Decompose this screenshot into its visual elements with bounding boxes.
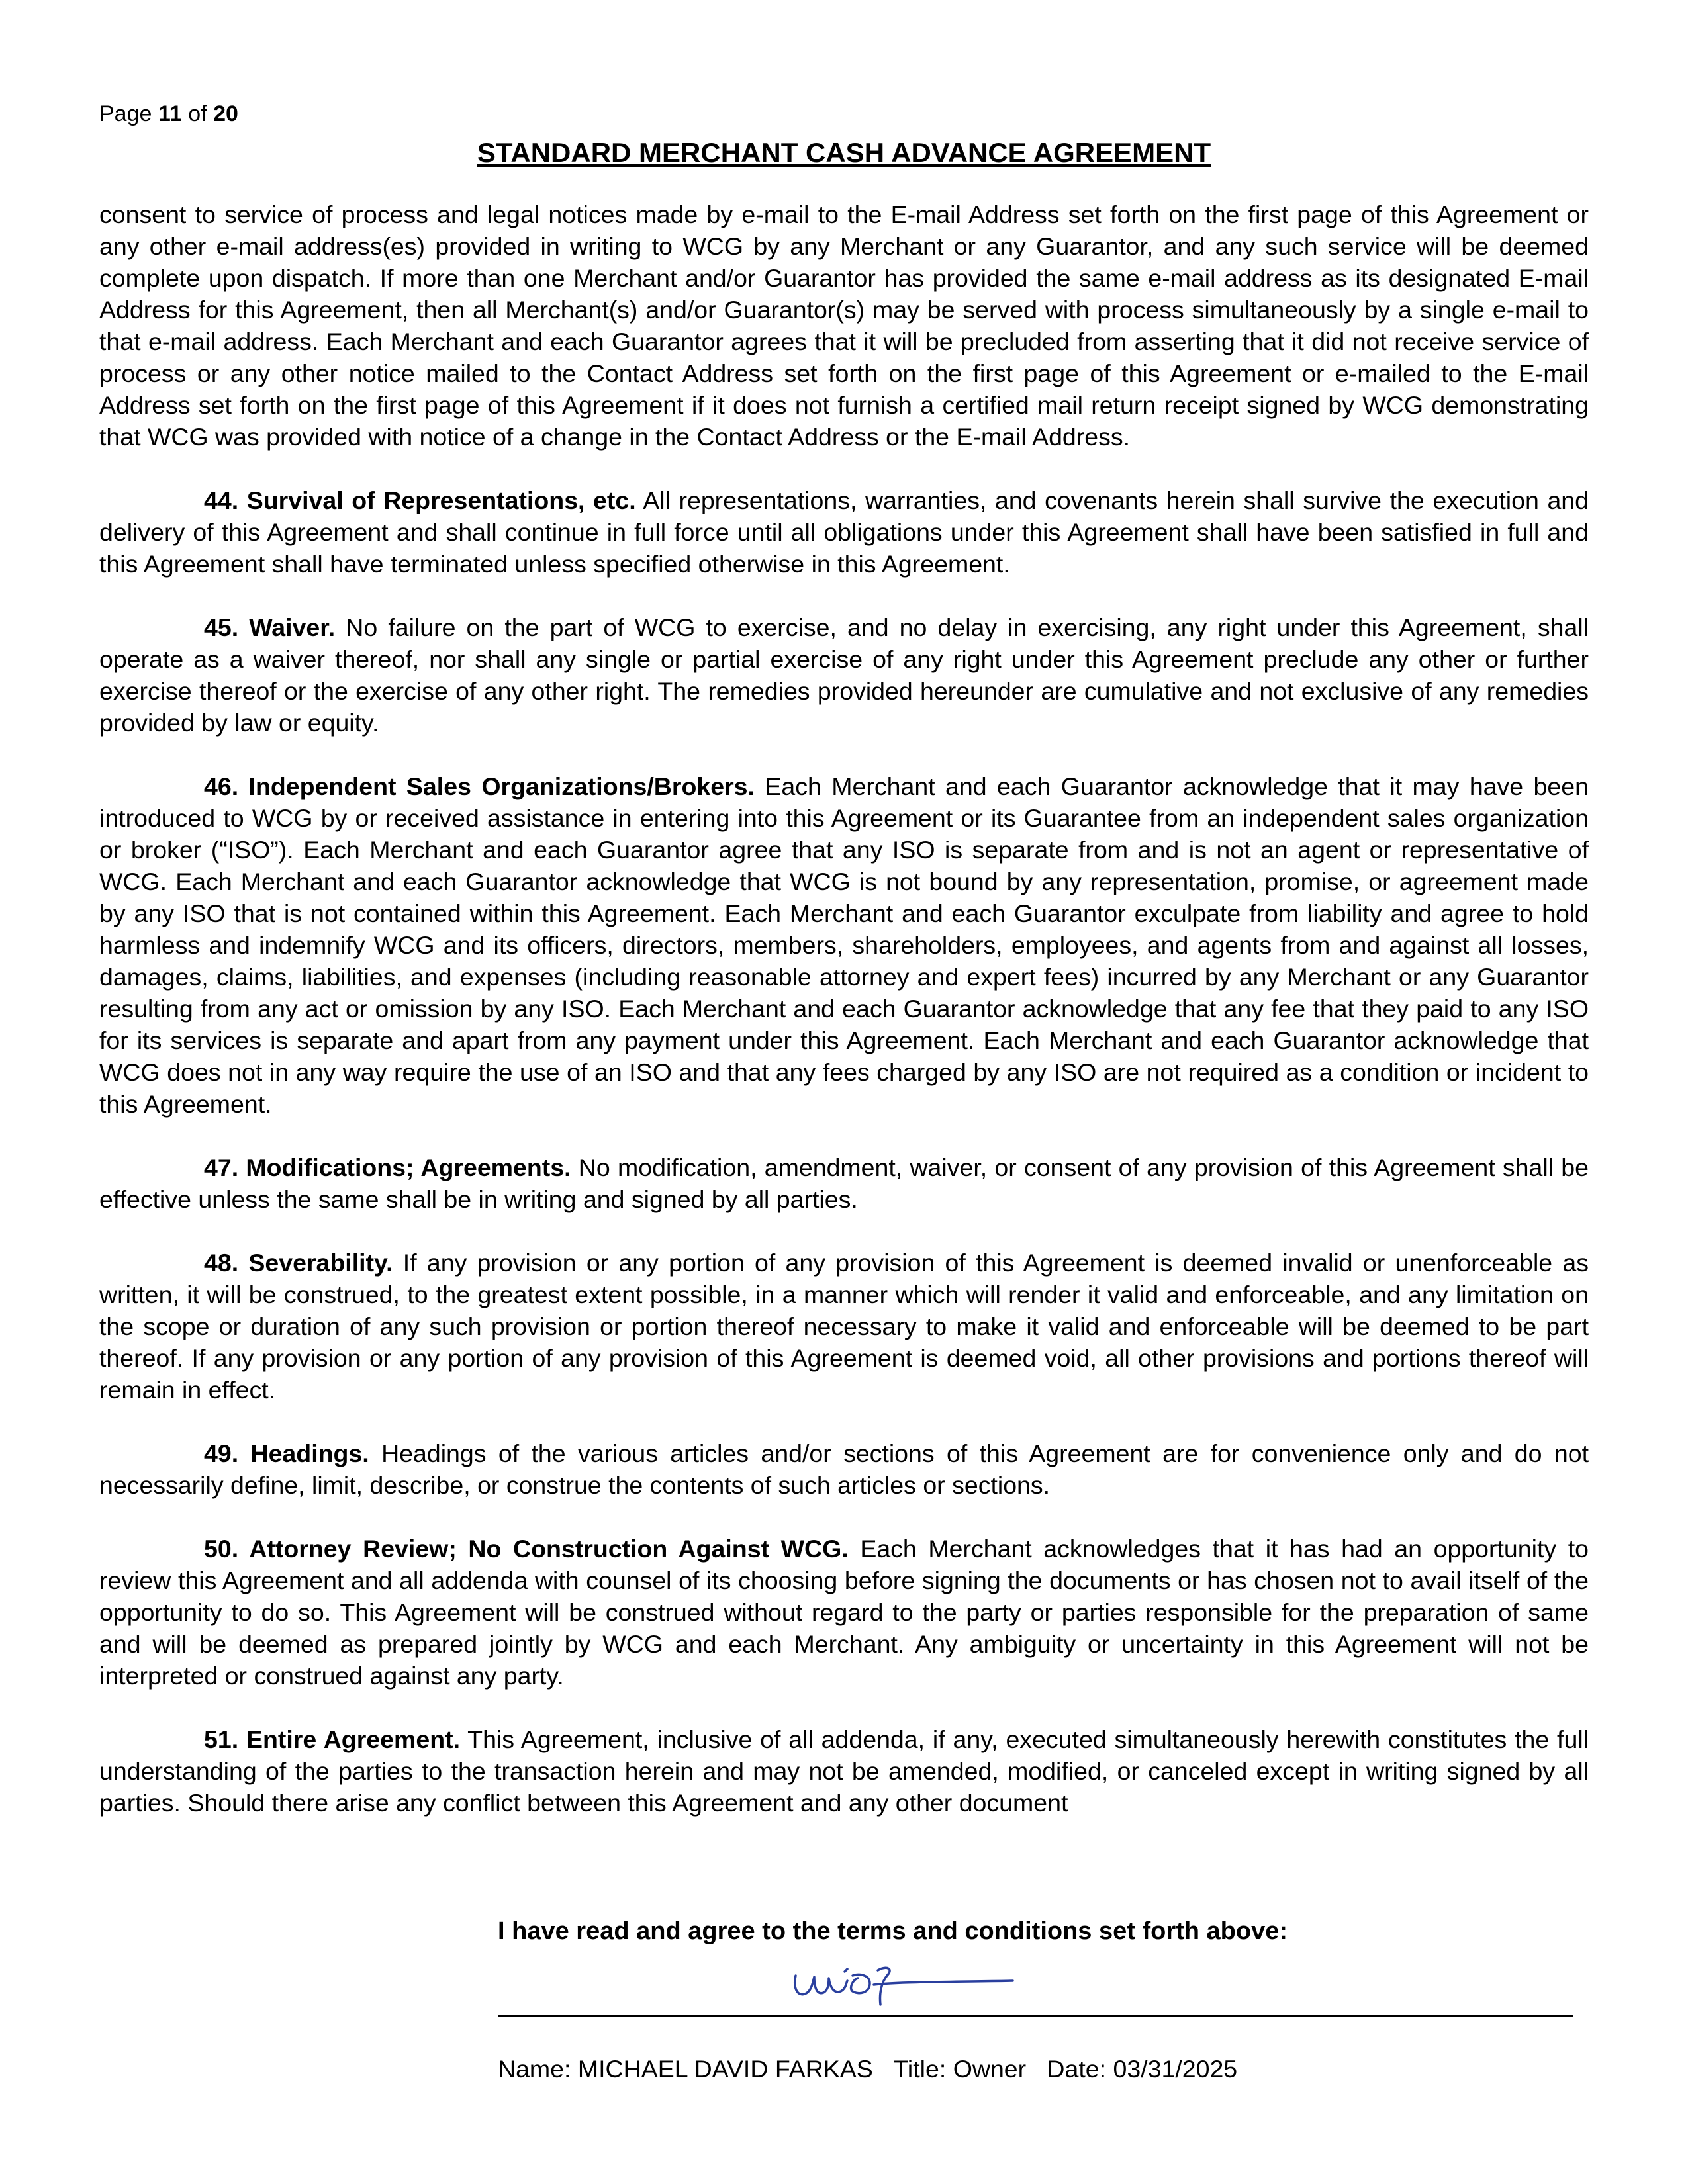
section-47 [99,1152,1589,1215]
continuation-paragraph: consent to service of process and legal notices made by e-mail to the E-mail Address set forth on the first page of this Agreement or any other e-mail address(es) provided in writing to WCG by any Merchant or any Guarantor, and any such service will be deemed complete upon dispatch. If more than one Merchant and/or Guarantor has provided the same e-mail address as its designated E-mail Address for this Agreement, then all Merchant(s) and/or Guarantor(s) may be served with process simultaneously by a single e-mail to that e-mail address. Each Merchant and each Guarantor agrees that it will be precluded from asserting that it did not receive service of process or any other notice mailed to the Contact Address set forth on the first page of this Agreement or e-mailed to the E-mail Address set forth on the first page of this Agreement if it does not furnish a certified mail return receipt signed by WCG demonstrating that WCG was provided with notice of a change in the Contact Address or the E-mail Address. [99,201,1589,451]
section-45-heading: 45. Waiver. [204,614,336,641]
page-current: 11 [158,101,182,126]
date-label: Date: [1047,2055,1113,2083]
signature-line [498,2015,1573,2017]
handwritten-signature [788,1956,1026,2009]
section-47-heading: 47. Modifications; Agreements. [204,1154,571,1181]
agree-statement: I have read and agree to the terms and conditions set forth above: [498,1917,1288,1945]
section-48 [99,1247,1589,1406]
section-44-text: All representations, warranties, and covenants herein shall survive the execution and delivery of this Agreement and shall continue in full force until all obligations under this Agreement shall have been satisfied in full and this Agreement shall have terminated unless specified otherwise in this Agreement. [99,486,1589,578]
section-50 [99,1533,1589,1692]
section-49-text: Headings of the various articles and/or sections of this Agreement are for convenience only and do not necessarily define, limit, describe, or construe the contents of such articles or sections. [99,1439,1589,1499]
section-45-text: No failure on the part of WCG to exercise, and no delay in exercising, any right under this Agreement, shall operate as a waiver thereof, nor shall any single or partial exercise of any right under this Agreement preclude any other or further exercise thereof or the exercise of any other right. The remedies provided hereunder are cumulative and not exclusive of any remedies provided by law or equity. [99,614,1589,737]
signature-stroke [795,1968,1013,2005]
section-51-text: This Agreement, inclusive of all addenda, if any, executed simultaneously herewith constitutes the full understanding of the parties to the transaction herein and may not be amended, modified, or canceled except in writing signed by all parties. Should there arise any conflict between this Agreement and any other document [99,1725,1589,1817]
signer-name: MICHAEL DAVID FARKAS [577,2055,873,2083]
page-of: of [181,101,214,126]
section-47-text: No modification, amendment, waiver, or consent of any provision of this Agreement shall be effective unless the same shall be in writing and signed by all parties. [99,1154,1589,1213]
section-48-text: If any provision or any portion of any provision of this Agreement is deemed invalid or unenforceable as written, it will be construed, to the greatest extent possible, in a manner which will render it valid and enforceable, and any limitation on the scope or duration of any such provision or portion thereof necessary to make it valid and enforceable will be deemed to be part thereof. If any provision or any portion of any provision of this Agreement is deemed void, all other provisions and portions thereof will remain in effect. [99,1249,1589,1404]
section-50-heading: 50. Attorney Review; No Construction Against WCG. [204,1535,849,1563]
agreement-body [99,199,1589,1850]
section-44-heading: 44. Survival of Representations, etc. [204,486,636,514]
page-prefix: Page [99,101,158,126]
signer-info [498,2054,1237,2084]
section-46 [99,770,1589,1120]
section-50-text: Each Merchant acknowledges that it has had an opportunity to review this Agreement and all addenda with counsel of its choosing before signing the documents or has chosen not to avail itself of the opportunity to do so. This Agreement will be construed without regard to the party or parties responsible for the preparation of same and will be deemed as prepared jointly by WCG and each Merchant. Any ambiguity or uncertainty in this Agreement will not be interpreted or construed against any party. [99,1535,1589,1690]
section-51-heading: 51. Entire Agreement. [204,1725,461,1753]
signer-title: Owner [953,2055,1027,2083]
section-48-heading: 48. Severability. [204,1249,393,1277]
section-45 [99,612,1589,739]
page-total: 20 [213,101,238,126]
title-label: Title: [893,2055,953,2083]
section-51 [99,1723,1589,1819]
section-46-text: Each Merchant and each Guarantor acknowledge that it may have been introduced to WCG by or received assistance in entering into this Agreement or its Guarantee from an independent sales organization or broker (“ISO”). Each Merchant and each Guarantor agree that any ISO is separate from and is not an agent or representative of WCG. Each Merchant and each Guarantor acknowledge that WCG is not bound by any representation, promise, or agreement made by any ISO that is not contained within this Agreement. Each Merchant and each Guarantor exculpate from liability and agree to hold harmless and indemnify WCG and its officers, directors, members, shareholders, employees, and agents from and against all losses, damages, claims, liabilities, and expenses (including reasonable attorney and expert fees) incurred by any Merchant or any Guarantor resulting from any act or omission by any ISO. Each Merchant and each Guarantor acknowledge that any fee that they paid to any ISO for its services is separate and apart from any payment under this Agreement. Each Merchant and each Guarantor acknowledge that WCG does not in any way require the use of an ISO and that any fees charged by any ISO are not required as a condition or incident to this Agreement. [99,772,1589,1118]
section-46-heading: 46. Independent Sales Organizations/Brokers. [204,772,755,800]
signature-date: 03/31/2025 [1113,2055,1238,2083]
page-number [99,101,238,127]
name-label: Name: [498,2055,578,2083]
section-49-heading: 49. Headings. [204,1439,369,1467]
section-44 [99,484,1589,580]
document-title: STANDARD MERCHANT CASH ADVANCE AGREEMENT [477,137,1211,168]
section-49 [99,1437,1589,1501]
